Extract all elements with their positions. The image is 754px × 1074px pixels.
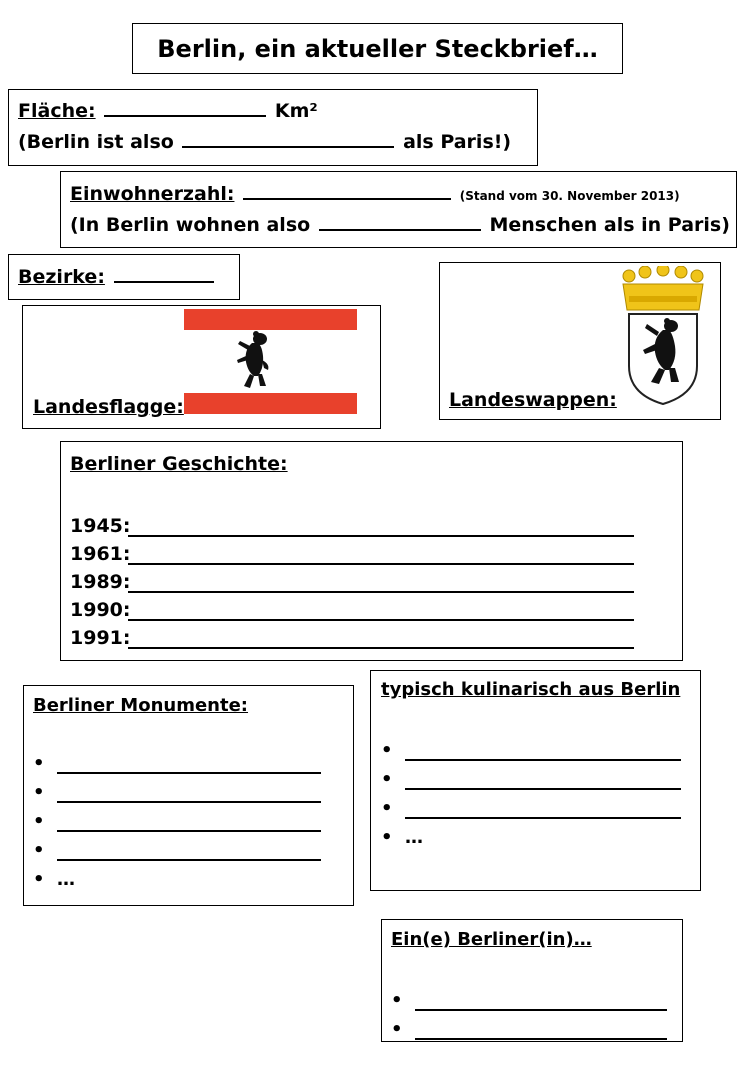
berliner-blank[interactable] bbox=[415, 1020, 667, 1040]
berliner-heading: Ein(e) Berliner(in)… bbox=[391, 929, 592, 950]
bullet: • bbox=[381, 740, 393, 761]
list-item bbox=[381, 732, 681, 761]
monumente-heading: Berliner Monumente: bbox=[33, 695, 249, 716]
bezirke-line bbox=[18, 264, 216, 288]
history-blank[interactable] bbox=[128, 601, 634, 621]
list-item bbox=[33, 861, 321, 890]
einwohner-line1 bbox=[70, 181, 680, 205]
geschichte-row bbox=[70, 621, 634, 649]
flagge-label: Landesflagge: bbox=[33, 396, 184, 418]
coat-of-arms-icon bbox=[619, 266, 707, 408]
dish-blank[interactable] bbox=[405, 799, 681, 819]
bullet: • bbox=[391, 1019, 403, 1040]
flaeche-compare-blank[interactable] bbox=[182, 129, 394, 148]
dish-blank[interactable] bbox=[405, 770, 681, 790]
einwohner-label: Einwohnerzahl: bbox=[70, 183, 235, 206]
bezirke-blank[interactable] bbox=[114, 264, 214, 283]
year-label: 1989: bbox=[70, 571, 131, 593]
flag-bear-icon bbox=[234, 330, 274, 392]
geschichte-row bbox=[70, 509, 634, 537]
einwohner-blank[interactable] bbox=[243, 181, 451, 200]
year-label: 1990: bbox=[70, 599, 131, 621]
einwohner-note: (Stand vom 30. November 2013) bbox=[459, 189, 680, 204]
monumente-list bbox=[33, 745, 321, 890]
list-item bbox=[381, 790, 681, 819]
einwohner-line2-prefix: (In Berlin wohnen also bbox=[70, 214, 311, 237]
bezirke-label: Bezirke: bbox=[18, 266, 105, 289]
einwohner-compare-blank[interactable] bbox=[319, 212, 481, 231]
list-item bbox=[391, 1011, 667, 1040]
einwohner-line2 bbox=[70, 212, 730, 236]
monument-blank[interactable] bbox=[57, 783, 321, 803]
list-item bbox=[381, 761, 681, 790]
wappen-label: Landeswappen: bbox=[449, 389, 617, 411]
geschichte-list bbox=[70, 509, 634, 649]
page-title: Berlin, ein aktueller Steckbrief… bbox=[157, 35, 598, 63]
dish-blank[interactable] bbox=[405, 741, 681, 761]
flaeche-line2 bbox=[18, 129, 511, 153]
bullet: • bbox=[33, 753, 45, 774]
geschichte-row bbox=[70, 565, 634, 593]
monument-blank[interactable] bbox=[57, 812, 321, 832]
list-item bbox=[33, 803, 321, 832]
flaeche-line2-prefix: (Berlin ist also bbox=[18, 131, 174, 154]
year-label: 1961: bbox=[70, 543, 131, 565]
kulinarisch-list bbox=[381, 732, 681, 848]
flaeche-label: Fläche: bbox=[18, 100, 96, 123]
einwohner-line2-suffix: Menschen als in Paris) bbox=[489, 214, 730, 237]
more-ellipsis: … bbox=[57, 869, 75, 890]
kulinarisch-heading: typisch kulinarisch aus Berlin bbox=[381, 679, 681, 700]
list-item bbox=[391, 982, 667, 1011]
flag-red-stripe-bottom bbox=[184, 393, 357, 414]
more-ellipsis: … bbox=[405, 827, 423, 848]
history-blank[interactable] bbox=[128, 573, 634, 593]
history-blank[interactable] bbox=[128, 629, 634, 649]
list-item bbox=[33, 745, 321, 774]
berliner-list bbox=[391, 982, 667, 1040]
flag-red-stripe-top bbox=[184, 309, 357, 330]
geschichte-row bbox=[70, 537, 634, 565]
bullet: • bbox=[381, 769, 393, 790]
year-label: 1991: bbox=[70, 627, 131, 649]
bullet: • bbox=[381, 798, 393, 819]
bullet: • bbox=[33, 811, 45, 832]
flaeche-unit: Km² bbox=[274, 100, 318, 123]
flaeche-blank[interactable] bbox=[104, 98, 266, 117]
bullet: • bbox=[33, 869, 45, 890]
list-item bbox=[381, 819, 681, 848]
monument-blank[interactable] bbox=[57, 754, 321, 774]
geschichte-heading: Berliner Geschichte: bbox=[70, 453, 288, 475]
year-label: 1945: bbox=[70, 515, 131, 537]
history-blank[interactable] bbox=[128, 545, 634, 565]
geschichte-row bbox=[70, 593, 634, 621]
flaeche-line1 bbox=[18, 98, 318, 122]
bullet: • bbox=[391, 990, 403, 1011]
list-item bbox=[33, 832, 321, 861]
bullet: • bbox=[33, 782, 45, 803]
history-blank[interactable] bbox=[128, 517, 634, 537]
berliner-blank[interactable] bbox=[415, 991, 667, 1011]
list-item bbox=[33, 774, 321, 803]
bullet: • bbox=[381, 827, 393, 848]
bullet: • bbox=[33, 840, 45, 861]
flaeche-line2-suffix: als Paris!) bbox=[403, 131, 512, 154]
monument-blank[interactable] bbox=[57, 841, 321, 861]
